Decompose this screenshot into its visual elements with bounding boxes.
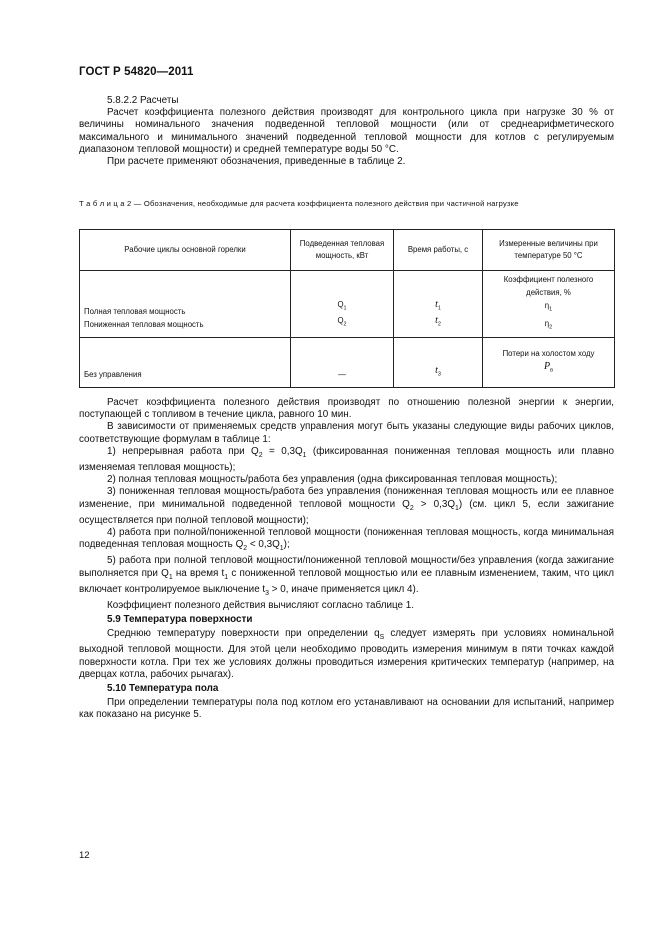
table-row: [80, 338, 615, 388]
section-5822-title: 5.8.2.2 Расчеты: [107, 95, 179, 106]
page-number: 12: [79, 850, 90, 861]
paragraph: В зависимости от применяемых средств управления могут быть указаны следующие виды рабочих циклов, соответствующие формулам в таблице 1:: [79, 421, 614, 445]
cycle-full-power: Полная тепловая мощность: [84, 307, 186, 316]
main-text: [79, 397, 614, 722]
efficiency-label: Коэффициент полезного действия, %: [503, 275, 594, 298]
table-row: [80, 271, 615, 338]
table-2: [79, 229, 615, 388]
document-header: ГОСТ Р 54820—2011: [79, 66, 194, 78]
list-item: 5) работа при полной тепловой мощности/пониженной тепловой мощности/без управления (когда зажигание выполняется при $Q_1$ на время $t_1$ с пониженной тепловой мощностью или ее плавным изменением, таким, что цикл включает контролируемое выключение $t_3 > 0$, иначе применяется цикл 4).: [79, 555, 615, 597]
table-cell: [483, 338, 615, 388]
table-header-cell: Подведенная тепловая мощность, кВт: [291, 230, 394, 271]
list-item: 3) пониженная тепловая мощность/работа без управления (пониженная тепловая мощность или ее плавное изменение, при минимальной подведенной тепловой мощности $Q_2 > 0,3Q_1$) (см. цикл 5, если зажигание осуществляется при полной тепловой мощности);: [79, 486, 614, 526]
table-cell: [291, 271, 394, 338]
table-caption: Т а б л и ц а 2 — Обозначения, необходимые для расчета коэффициента полезного действия при частичной нагрузке: [79, 199, 519, 208]
list-item: 4) работа при полной/пониженной тепловой мощности (пониженная тепловая мощность, когда минимальная подведенная тепловая мощность $Q_2 < 0,3Q_1$);: [79, 526, 614, 553]
section-5822: [79, 95, 614, 168]
table-cell: [483, 271, 615, 338]
table-header-cell: Измеренные величины при температуре 50 °C: [483, 230, 615, 271]
section-5822-para1: Расчет коэффициента полезного действия производят для контрольного цикла при нагрузке 30 % от величины номинального значения подведенной тепловой мощности (или от среднеарифметического максимального и минимального значений подведенной тепловой мощности для котлов с регулируемым диапазоном тепловой мощности) и средней температуре воды 50 °C.: [79, 107, 614, 155]
table-header-row: [80, 230, 615, 271]
symbol-eta2: $\eta_2$: [544, 319, 553, 331]
table-cell: [80, 271, 291, 338]
symbol-t1: $t_1$: [435, 298, 441, 312]
section-59-title: 5.9 Температура поверхности: [107, 614, 253, 626]
table-cell: [394, 338, 483, 388]
table-header-cell: Время работы, с: [394, 230, 483, 271]
symbol-pb: $P_в$: [543, 361, 553, 374]
paragraph: Расчет коэффициента полезного действия производят по отношению полезной энергии к энергии, поступающей с топливом в течение цикла, равного 10 мин.: [79, 397, 614, 421]
table-cell: [394, 271, 483, 338]
section-59-text: Среднюю температуру поверхности при определении $q_S$ следует измерять при условиях номинальной выходной тепловой мощности. Для этой цели необходимо проводить измерения минимум в пяти точках каждой поверхности котла. При тех же условиях должны проводиться измерения критических температур (например, на дверцах котла, рабочих рычагах).: [79, 628, 614, 680]
symbol-q2: $Q_2$: [337, 315, 347, 328]
symbol-q1: $Q_1$: [337, 299, 347, 312]
table-header-cell: Рабочие циклы основной горелки: [80, 230, 291, 271]
section-510-title: 5.10 Температура пола: [107, 683, 219, 695]
idle-loss-label: Потери на холостом ходу: [502, 349, 595, 359]
symbol-t3: $t_3$: [435, 364, 441, 378]
table-cell: Без управления: [80, 338, 291, 388]
symbol-t2: $t_2$: [435, 314, 441, 328]
paragraph: Коэффициент полезного действия вычисляют согласно таблице 1.: [107, 599, 414, 611]
list-item: 2) полная тепловая мощность/работа без управления (одна фиксированная тепловая мощность);: [107, 474, 558, 486]
symbol-eta1: $\eta_1$: [544, 301, 553, 313]
section-510-text: При определении температуры пола под котлом его устанавливают на основании для испытаний, например как показано на рисунке 5.: [79, 697, 614, 721]
list-item: 1) непрерывная работа при $Q_2 = 0,3Q_1$ (фиксированная пониженная тепловая мощность или плавно изменяемая тепловая мощность);: [79, 445, 615, 473]
section-5822-para2: При расчете применяют обозначения, приведенные в таблице 2.: [107, 156, 406, 168]
table-cell: —: [291, 338, 394, 388]
cycle-reduced-power: Пониженная тепловая мощность: [84, 319, 204, 329]
